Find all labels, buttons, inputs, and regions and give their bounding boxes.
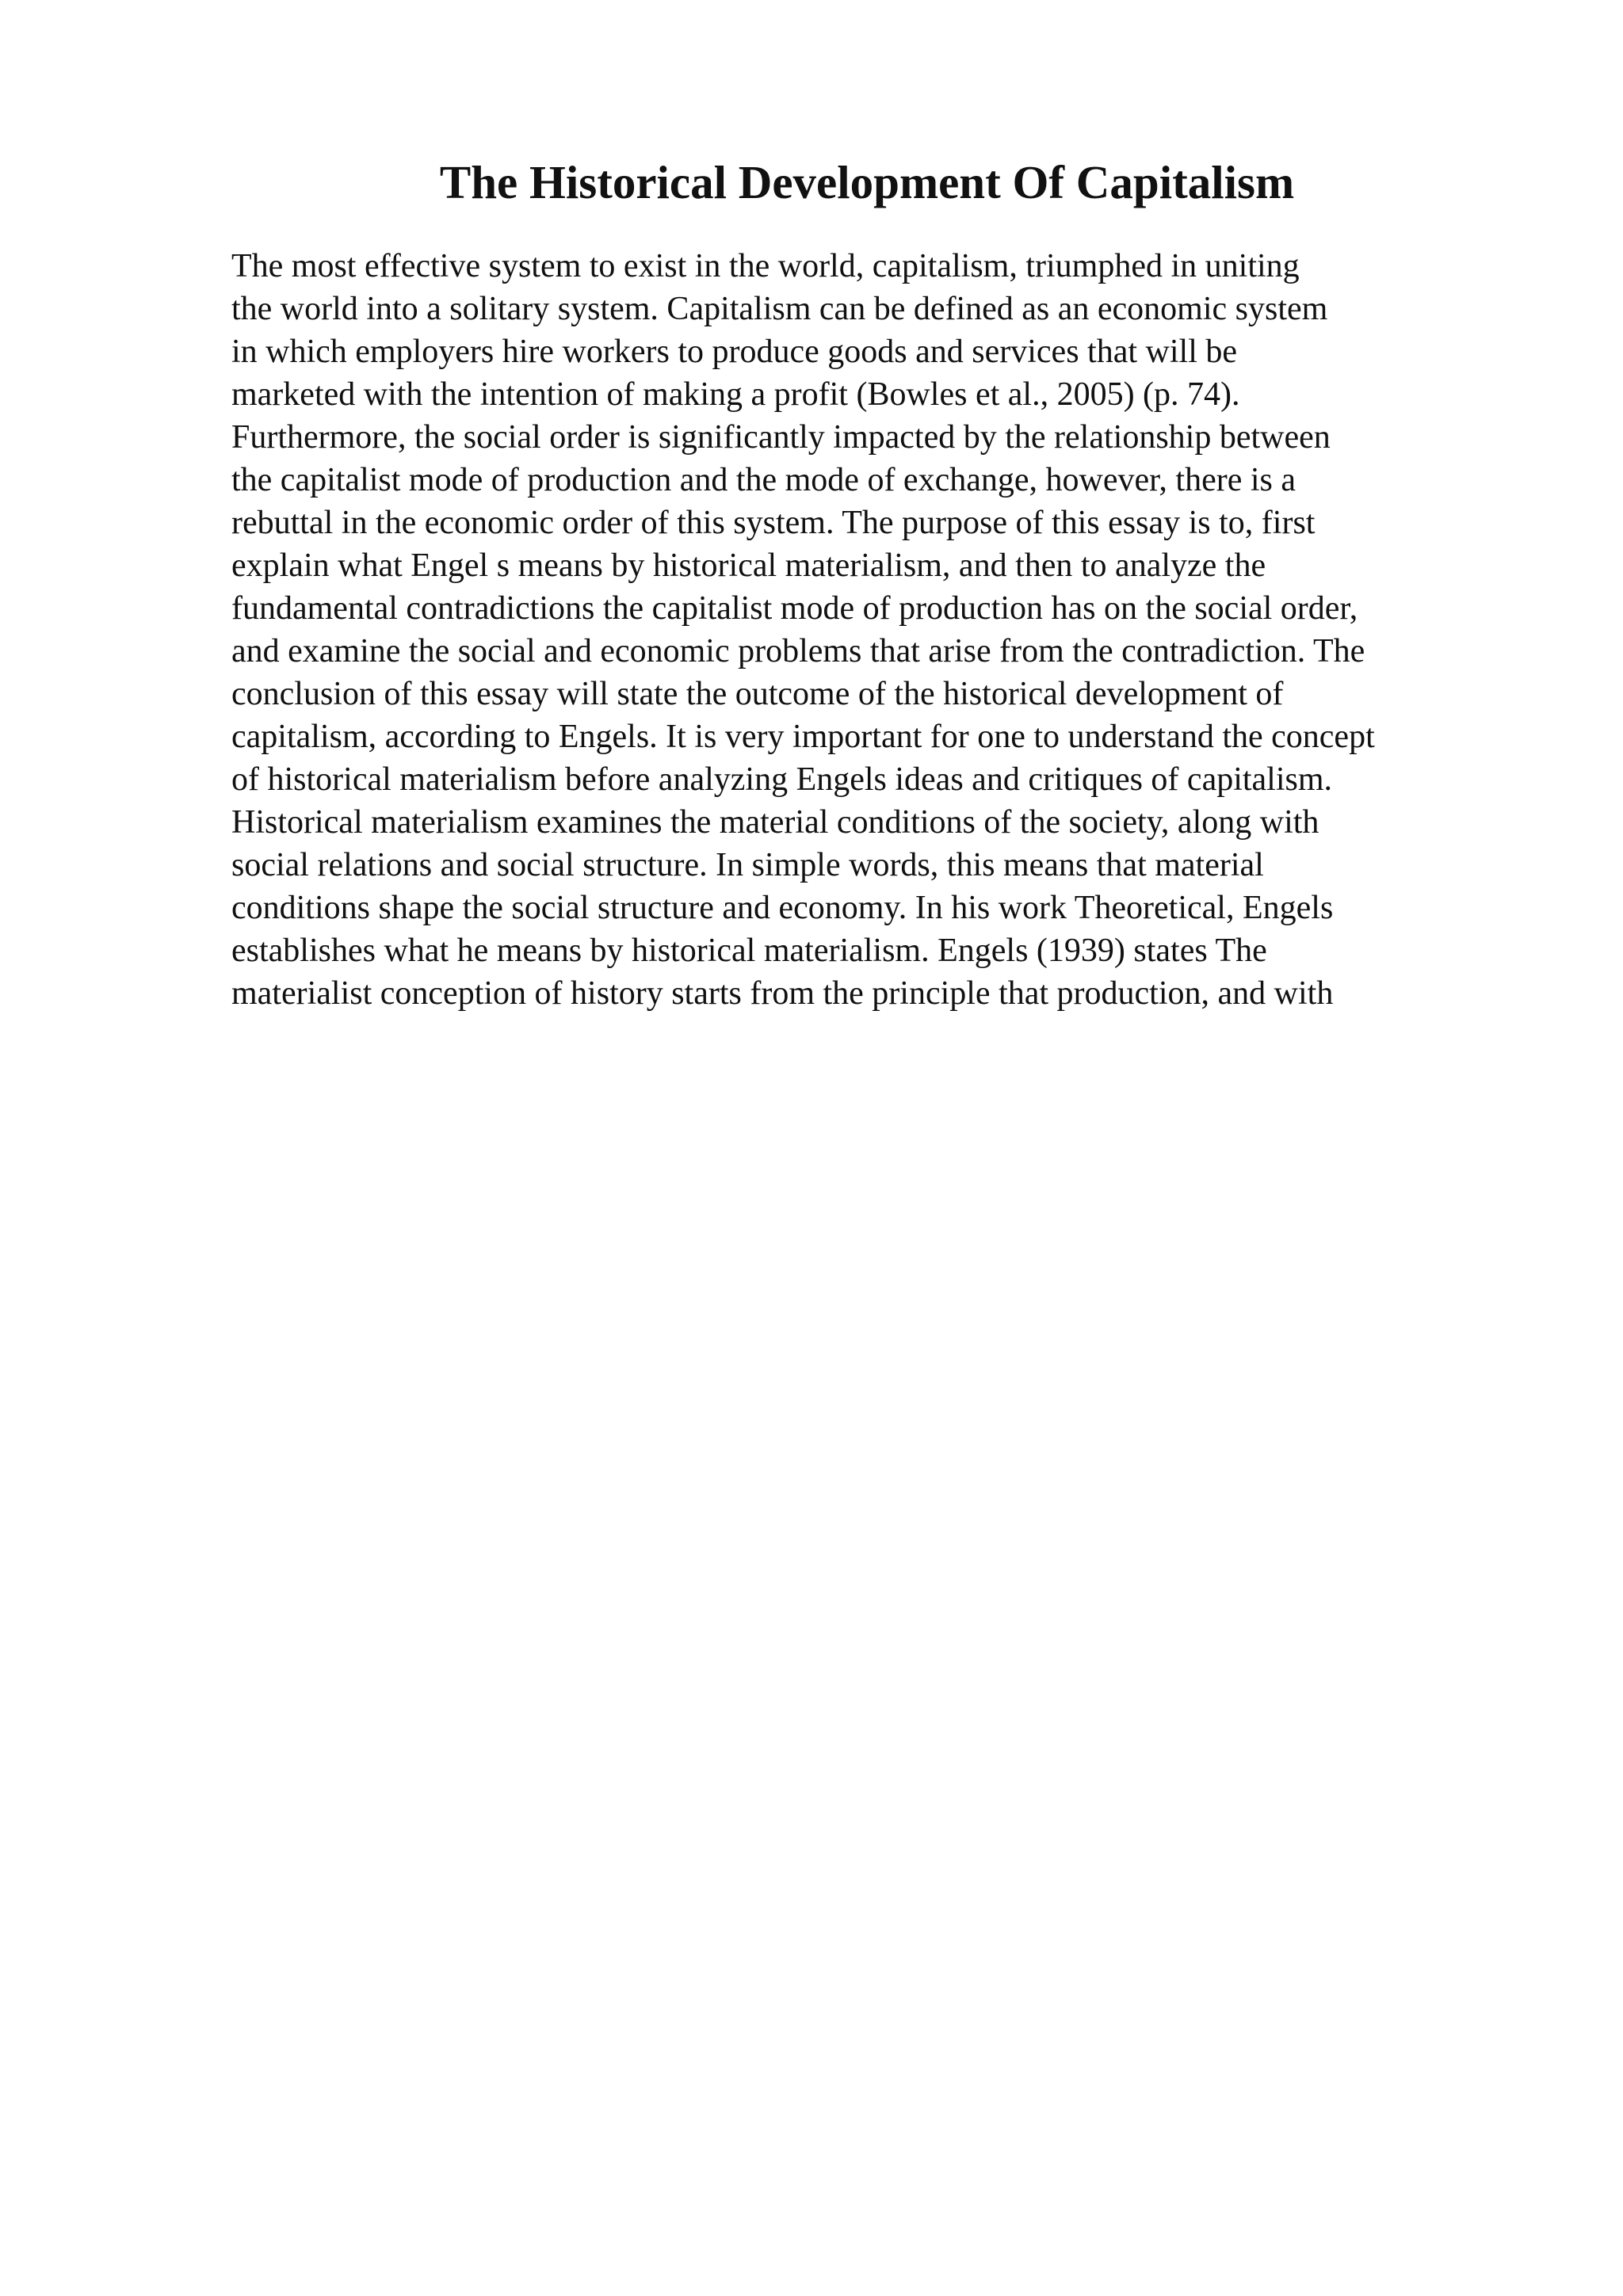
body-paragraph: [231, 245, 1594, 1015]
text-line: the world into a solitary system. Capitalism can be defined as an economic system: [231, 291, 1328, 327]
document-title: The Historical Development Of Capitalism: [439, 156, 1295, 208]
text-line: the capitalist mode of production and the mode of exchange, however, there is a: [231, 462, 1296, 498]
text-line: explain what Engel s means by historical materialism, and then to analyze the: [231, 547, 1266, 584]
text-line: rebuttal in the economic order of this system. The purpose of this essay is to, first: [231, 505, 1316, 541]
text-line: conditions shape the social structure and economy. In his work Theoretical, Engels: [231, 890, 1334, 926]
text-line: Historical materialism examines the material conditions of the society, along with: [231, 804, 1319, 841]
text-line: conclusion of this essay will state the outcome of the historical development of: [231, 676, 1284, 712]
text-line: fundamental contradictions the capitalist mode of production has on the social order,: [231, 590, 1358, 627]
text-line: Furthermore, the social order is significantly impacted by the relationship between: [231, 419, 1331, 456]
text-line: social relations and social structure. In simple words, this means that material: [231, 847, 1264, 883]
text-line: of historical materialism before analyzing Engels ideas and critiques of capitalism.: [231, 761, 1333, 798]
text-line: materialist conception of history starts from the principle that production, and with: [231, 975, 1334, 1012]
text-line: in which employers hire workers to produce goods and services that will be: [231, 334, 1238, 370]
text-line: capitalism, according to Engels. It is very important for one to understand the concept: [231, 719, 1375, 755]
text-line: The most effective system to exist in the world, capitalism, triumphed in uniting: [231, 248, 1300, 284]
text-line: and examine the social and economic problems that arise from the contradiction. The: [231, 633, 1365, 669]
text-line: marketed with the intention of making a profit (Bowles et al., 2005) (p. 74).: [231, 376, 1240, 413]
text-line: establishes what he means by historical materialism. Engels (1939) states The: [231, 933, 1267, 969]
